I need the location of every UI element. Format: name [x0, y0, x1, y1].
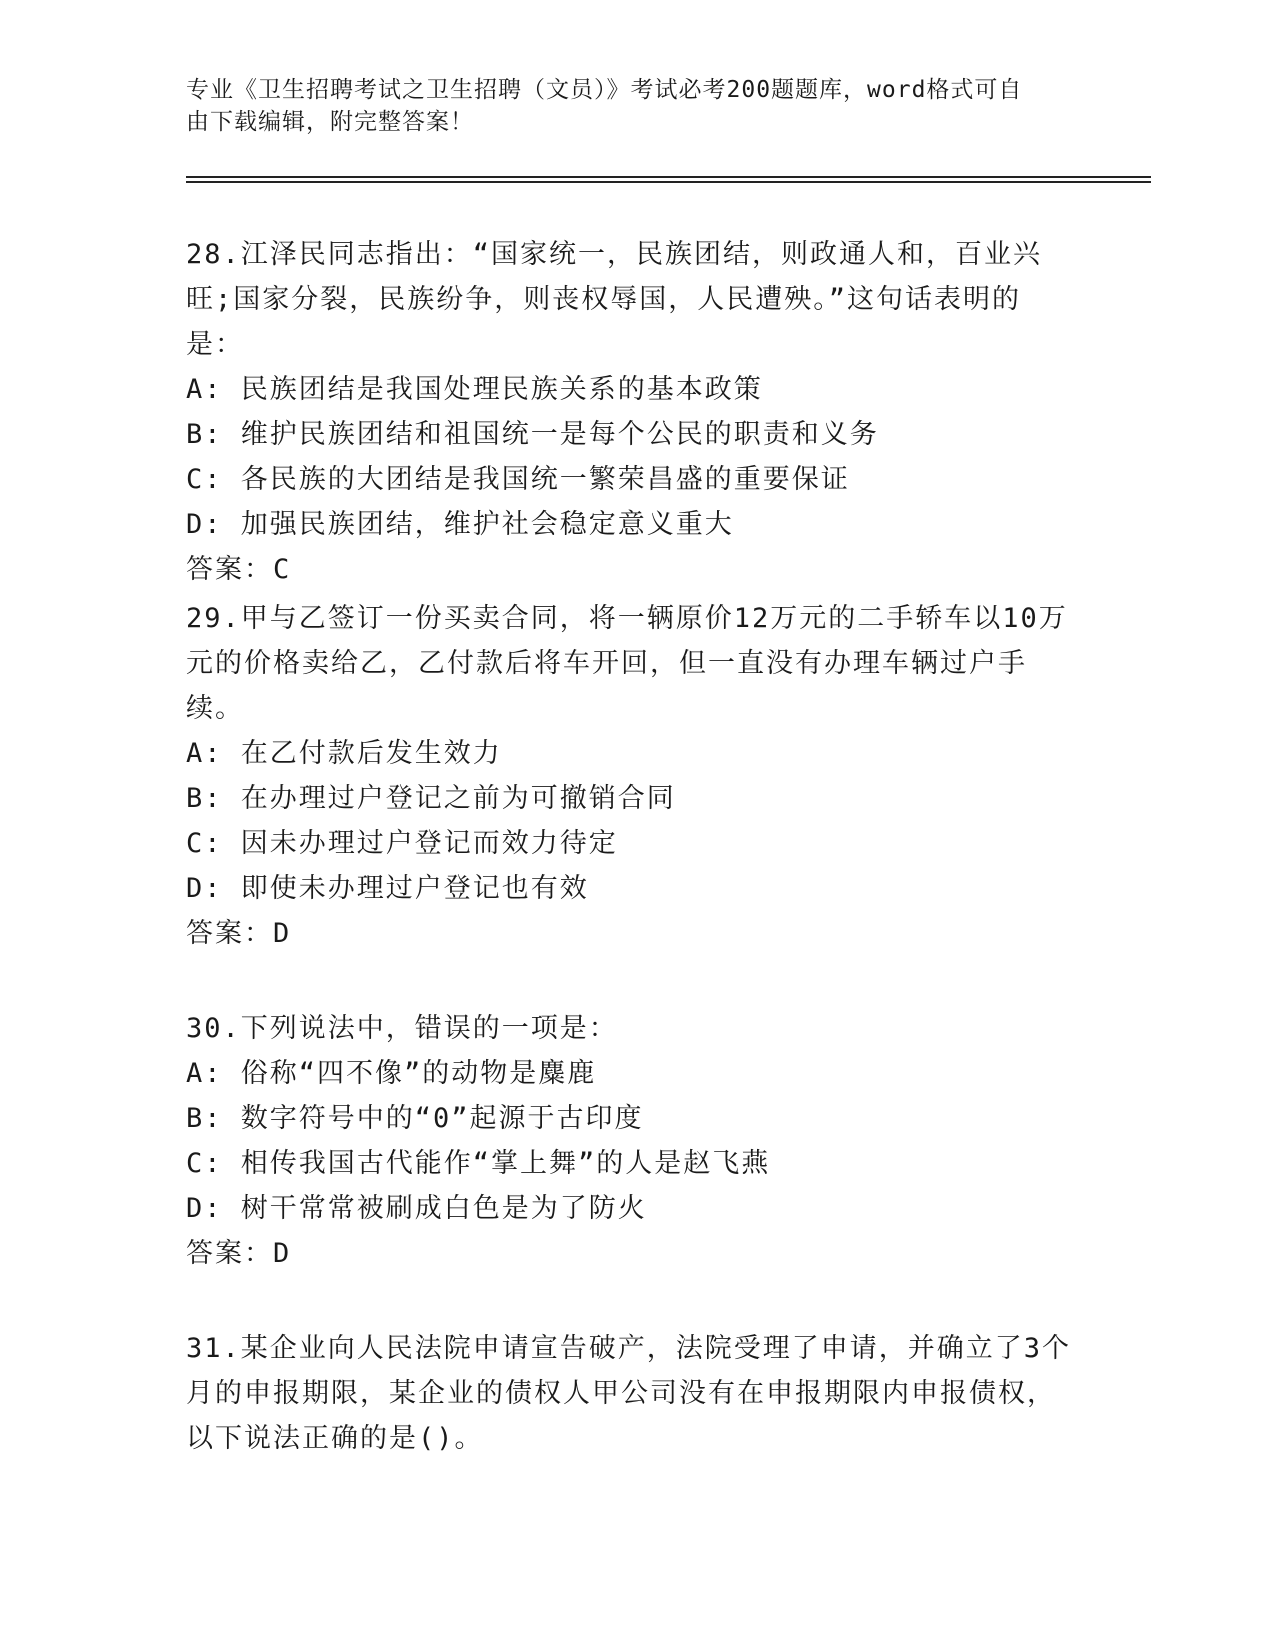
option-a: A: 在乙付款后发生效力	[186, 738, 502, 769]
question-29	[186, 596, 1076, 956]
header-divider-bottom	[186, 181, 1151, 183]
option-b: B: 在办理过户登记之前为可撤销合同	[186, 783, 676, 814]
question-stem: 28.江泽民同志指出：“国家统一，民族团结，则政通人和，百业兴旺;国家分裂，民族纷争，则丧权辱国，人民遭殃。”这句话表明的是：	[186, 239, 1043, 360]
header-divider-top	[186, 176, 1151, 178]
option-c: C: 各民族的大团结是我国统一繁荣昌盛的重要保证	[186, 464, 850, 495]
option-d: D: 树干常常被刷成白色是为了防火	[186, 1193, 647, 1224]
option-c: C: 相传我国古代能作“掌上舞”的人是赵飞燕	[186, 1148, 771, 1179]
option-c: C: 因未办理过户登记而效力待定	[186, 828, 618, 859]
answer: 答案：C	[186, 554, 292, 585]
question-28	[186, 232, 1076, 592]
option-a: A: 俗称“四不像”的动物是麋鹿	[186, 1058, 597, 1089]
question-31	[186, 1326, 1076, 1461]
header-line-2: 由下载编辑，附完整答案！	[186, 109, 474, 135]
option-d: D: 加强民族团结，维护社会稳定意义重大	[186, 509, 734, 540]
question-stem: 29.甲与乙签订一份买卖合同，将一辆原价12万元的二手轿车以10万元的价格卖给乙，乙付款后将车开回，但一直没有办理车辆过户手续。	[186, 603, 1068, 724]
question-30	[186, 1006, 1076, 1276]
option-d: D: 即使未办理过户登记也有效	[186, 873, 589, 904]
option-b: B: 维护民族团结和祖国统一是每个公民的职责和义务	[186, 419, 879, 450]
question-stem: 31.某企业向人民法院申请宣告破产，法院受理了申请，并确立了3个月的申报期限，某企业的债权人甲公司没有在申报期限内申报债权，以下说法正确的是()。	[186, 1333, 1072, 1454]
answer: 答案：D	[186, 918, 292, 949]
header-line-1: 专业《卫生招聘考试之卫生招聘（文员）》考试必考200题题库，word格式可自	[186, 77, 1023, 103]
option-a: A: 民族团结是我国处理民族关系的基本政策	[186, 374, 763, 405]
option-b: B: 数字符号中的“0”起源于古印度	[186, 1103, 644, 1134]
question-stem: 30.下列说法中，错误的一项是：	[186, 1013, 618, 1044]
document-header	[186, 74, 1066, 138]
answer: 答案：D	[186, 1238, 292, 1269]
